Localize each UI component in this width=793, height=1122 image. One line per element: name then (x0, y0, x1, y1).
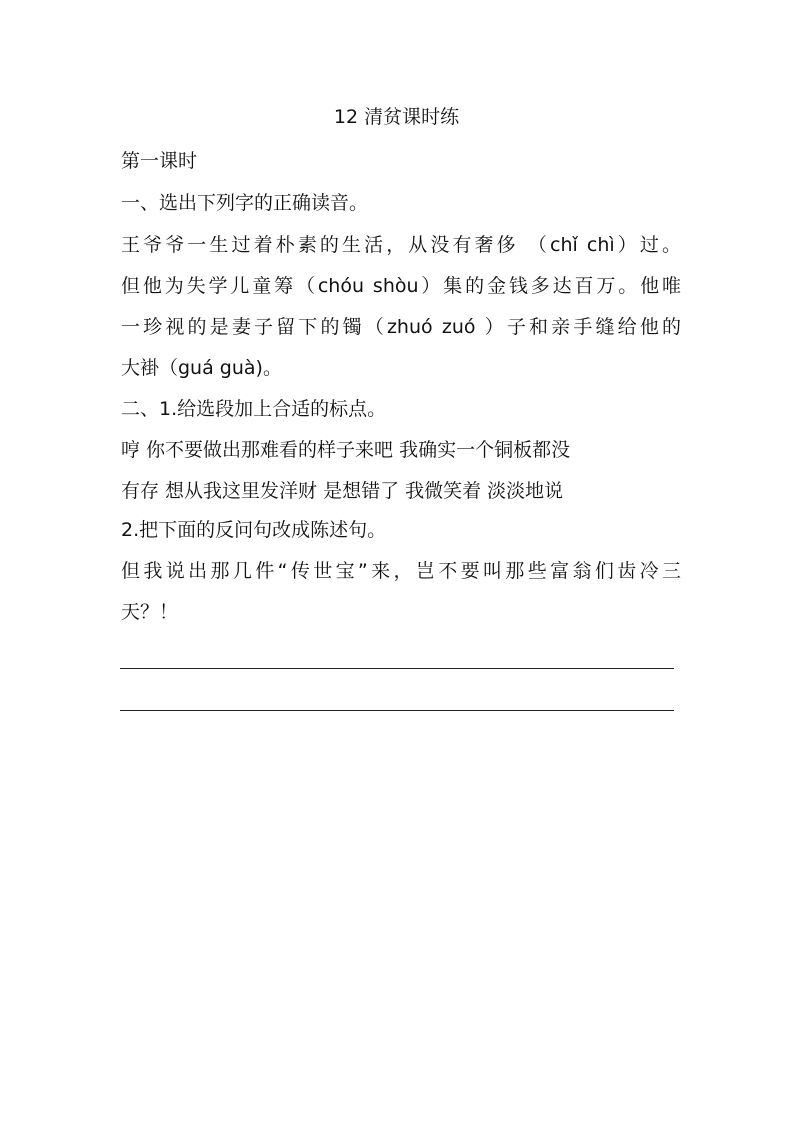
section1-line: 王爷爷一生过着朴素的生活，从没有奢侈 （chǐ chì）过。 (121, 234, 681, 256)
page-title: 12 清贫课时练 (333, 106, 460, 128)
section1-line: 一珍视的是妻子留下的镯（zhuó zuó ）子和亲手缝给他的 (121, 316, 681, 338)
question-line: 但我说出那几件“传世宝”来，岂不要叫那些富翁们齿冷三 (121, 560, 681, 582)
section1-line: 但他为失学儿童筹（chóu shòu）集的金钱多达百万。他唯 (121, 275, 681, 297)
question-line: 天？！ (121, 601, 179, 623)
passage-line: 哼 你不要做出那难看的样子来吧 我确实一个铜板都没 (121, 439, 571, 461)
answer-line[interactable] (120, 668, 674, 669)
section1-line: 大褂（guá guà)。 (121, 357, 282, 379)
section1-heading: 一、选出下列字的正确读音。 (121, 192, 369, 214)
answer-line[interactable] (120, 710, 674, 711)
section2-subheading: 2.把下面的反问句改成陈述句。 (121, 519, 387, 541)
section2-heading: 二、1.给选段加上合适的标点。 (121, 398, 387, 420)
lesson-label: 第一课时 (121, 150, 198, 172)
passage-line: 有存 想从我这里发洋财 是想错了 我微笑着 淡淡地说 (121, 480, 564, 502)
